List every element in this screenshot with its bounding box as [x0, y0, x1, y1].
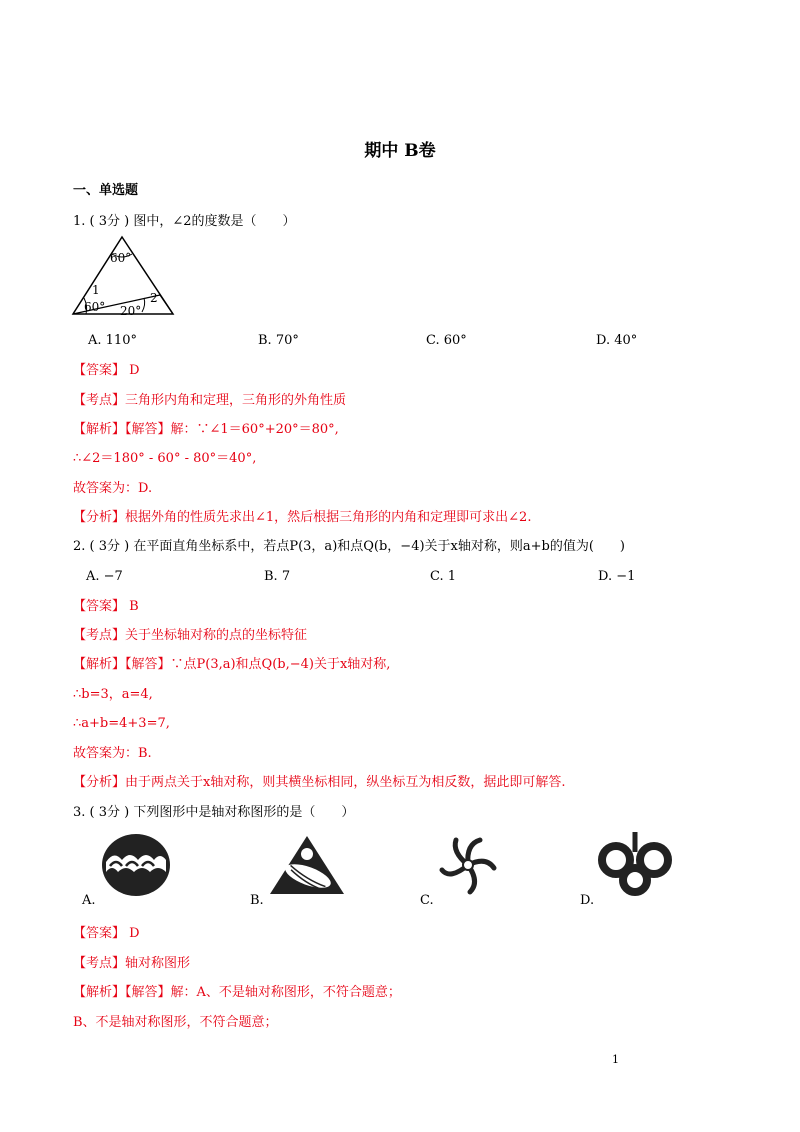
q3-option-b: B. — [250, 893, 264, 908]
q3-figure-c-swirl-icon — [436, 834, 500, 896]
q2-jiexi-1: 【解析】【解答】∵点P(3,a)和点Q(b,−4)关于x轴对称, — [73, 657, 391, 672]
q3-option-c: C. — [420, 893, 434, 908]
q2-option-a: A. −7 — [86, 569, 123, 584]
q3-answer: 【答案】 D — [73, 926, 140, 941]
q3-option-d: D. — [580, 893, 595, 908]
q2-option-b: B. 7 — [264, 569, 291, 584]
q3-figure-b-triangle-icon — [268, 834, 346, 896]
q1-jiexi-2: ∴∠2＝180° - 60° - 80°＝40°, — [73, 451, 257, 466]
q3-option-a: A. — [82, 893, 96, 908]
q1-option-c: C. 60° — [426, 333, 467, 348]
q1-jiexi-3: 故答案为：D. — [73, 481, 153, 496]
q2-jiexi-4: 故答案为：B. — [73, 746, 152, 761]
q1-triangle-figure — [70, 232, 176, 318]
fig-label-top: 60° — [110, 251, 132, 265]
q3-jiexi-1: 【解析】【解答】解：A、不是轴对称图形，不符合题意； — [73, 985, 401, 1000]
q1-option-d: D. 40° — [596, 333, 638, 348]
q2-option-c: C. 1 — [430, 569, 457, 584]
q1-stem: 1. ( 3分 ) 图中，∠2的度数是（ ） — [73, 214, 296, 229]
q2-kaodian: 【考点】关于坐标轴对称的点的坐标特征 — [73, 628, 308, 643]
q2-option-d: D. −1 — [598, 569, 636, 584]
fig-label-left: 60° — [84, 300, 106, 314]
q3-kaodian: 【考点】轴对称图形 — [73, 956, 191, 971]
page-title: 期中 B卷 — [364, 141, 436, 161]
q3-figure-d-rings-icon — [596, 830, 674, 896]
q2-stem: 2. ( 3分 ) 在平面直角坐标系中，若点P(3，a)和点Q(b，−4)关于x轴对称，则a+b的值为( ) — [73, 539, 625, 554]
q2-answer: 【答案】 B — [73, 599, 139, 614]
fig-label-two: 2 — [150, 291, 158, 305]
q1-kaodian: 【考点】三角形内角和定理，三角形的外角性质 — [73, 393, 347, 408]
q3-figure-a-waves-icon — [100, 832, 172, 898]
q1-answer: 【答案】 D — [73, 363, 140, 378]
q1-option-b: B. 70° — [258, 333, 299, 348]
section-heading: 一、单选题 — [73, 183, 139, 198]
page-number: 1 — [612, 1053, 619, 1066]
q3-stem: 3. ( 3分 ) 下列图形中是轴对称图形的是（ ） — [73, 805, 355, 820]
q3-jiexi-2: B、不是轴对称图形，不符合题意； — [73, 1015, 278, 1030]
q1-fenxi: 【分析】根据外角的性质先求出∠1，然后根据三角形的内角和定理即可求出∠2. — [73, 510, 532, 525]
q2-fenxi: 【分析】由于两点关于x轴对称，则其横坐标相同，纵坐标互为相反数，据此即可解答. — [73, 775, 566, 790]
q2-jiexi-3: ∴a+b=4+3=7, — [73, 716, 170, 731]
q1-option-a: A. 110° — [88, 333, 137, 348]
fig-label-one: 1 — [92, 283, 100, 297]
fig-label-bottom: 20° — [120, 304, 142, 318]
q1-jiexi-1: 【解析】【解答】解：∵∠1＝60°+20°＝80°, — [73, 422, 339, 437]
q2-jiexi-2: ∴b=3，a=4, — [73, 687, 153, 702]
